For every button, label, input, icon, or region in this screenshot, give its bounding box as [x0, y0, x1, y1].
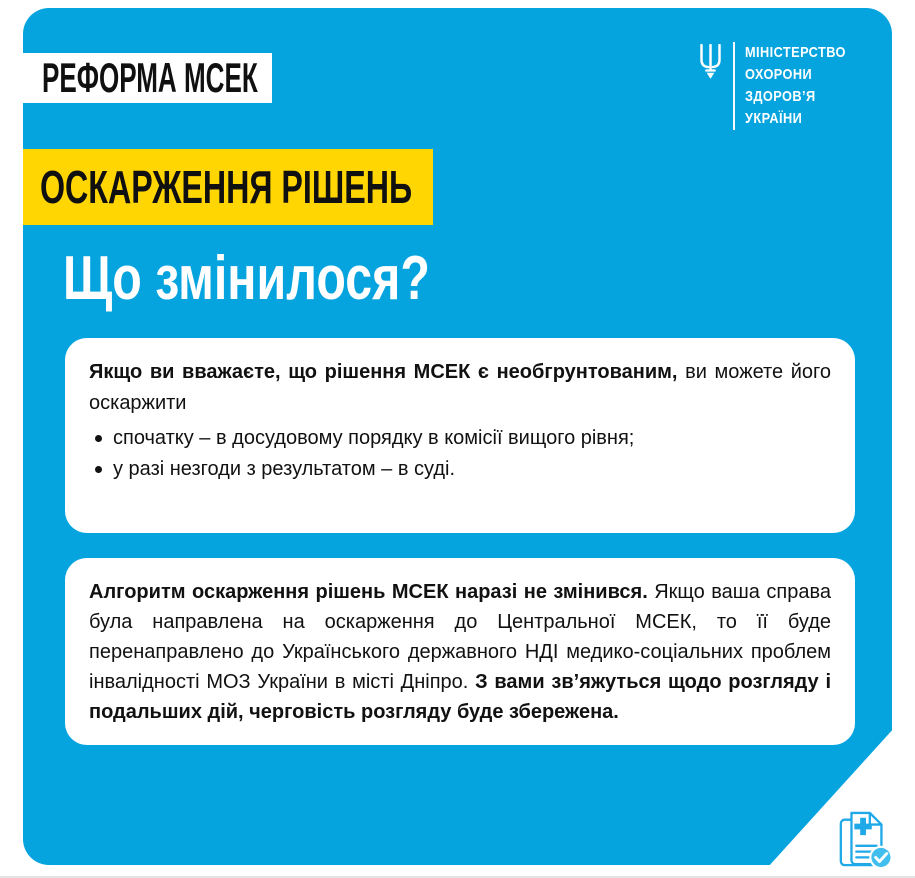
bullet-item: спочатку – в досудовому порядку в комісії вищого рівня;: [89, 423, 831, 454]
card-lead-rest: ви можете його оскаржити: [89, 361, 831, 414]
card-paragraph: [89, 577, 831, 727]
card-lead-bold: Якщо ви вважаєте, що рішення МСЕК є необгрунтованим,: [89, 361, 678, 383]
logo-divider: [733, 42, 735, 130]
medical-document-check-icon: [836, 810, 894, 870]
card-segment: Якщо ваша справа була направлена на оскарження до Центральної МСЕК, то її буде перенаправлено до Українського державного НДІ медико-соціальних проблем інвалідності МОЗ України в місті Дніпро.: [89, 581, 831, 693]
topic-badge-label: ОСКАРЖЕННЯ РІШЕНЬ: [40, 161, 413, 213]
ministry-name-line: МІНІСТЕРСТВО: [745, 44, 846, 61]
reform-badge: [0, 53, 272, 103]
ministry-name-line: УКРАЇНИ: [745, 110, 803, 127]
card-paragraph: [89, 357, 831, 419]
card-segment-bold: Алгоритм оскарження рішень МСЕК наразі не змінився.: [89, 581, 648, 603]
ministry-name: [745, 42, 864, 130]
card-segment-bold: З вами зв’яжуться щодо розгляду і подальших дій, черговість розгляду буде збережена.: [89, 671, 831, 723]
page-title: Що змінилося?: [63, 244, 430, 313]
info-card-algorithm: [65, 558, 855, 745]
topic-badge: [23, 149, 433, 225]
ministry-logo: [697, 42, 864, 130]
reform-badge-label: РЕФОРМА МСЕК: [42, 54, 258, 101]
bullet-item: у разі незгоди з результатом – в суді.: [89, 454, 831, 485]
bullet-list: [89, 423, 831, 485]
info-card-appeal: [65, 338, 855, 533]
ministry-name-line: ЗДОРОВ’Я: [745, 88, 816, 105]
tryzub-trident-icon: [697, 44, 724, 80]
ministry-name-line: ОХОРОНИ: [745, 66, 813, 83]
